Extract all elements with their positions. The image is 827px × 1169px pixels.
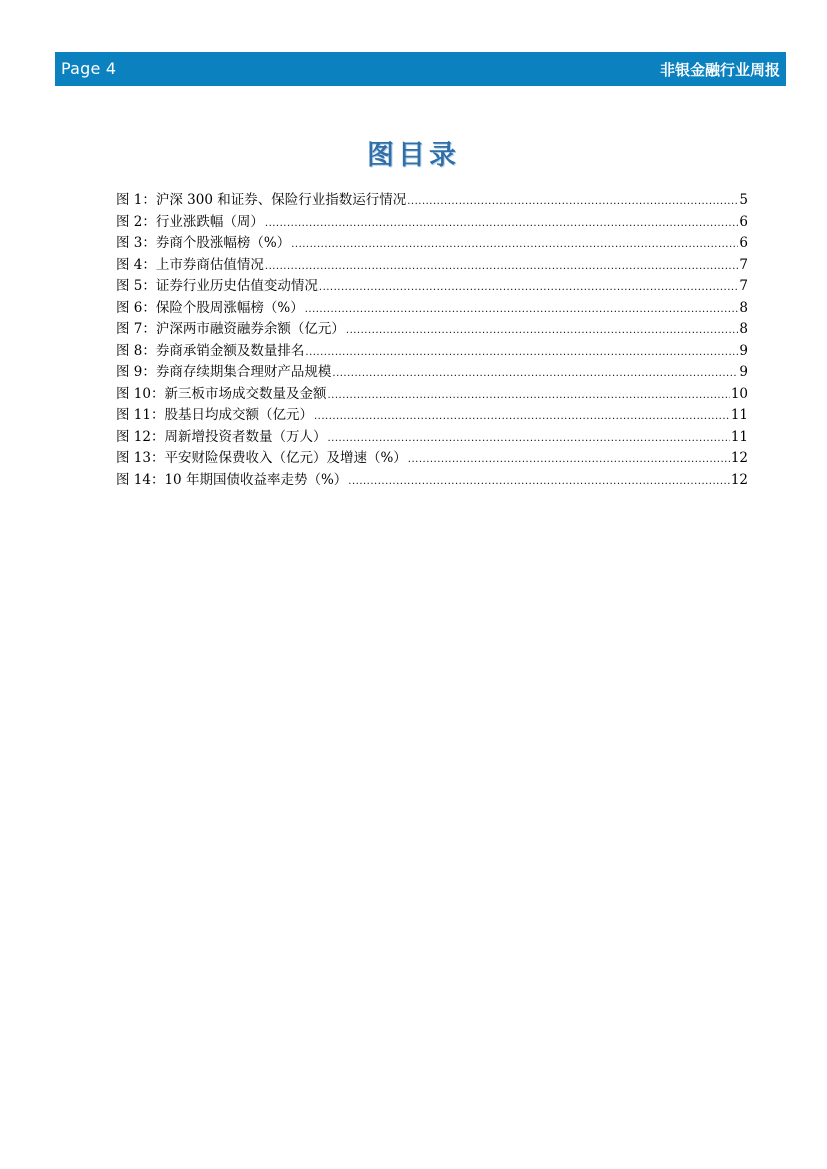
toc-entry-page: 7 xyxy=(739,256,748,273)
toc-entry[interactable] xyxy=(116,470,748,492)
toc-dot-leader xyxy=(332,363,738,385)
figure-toc-list xyxy=(116,190,748,491)
toc-entry-label: 图 10：新三板市场成交数量及金额 xyxy=(116,385,327,402)
toc-entry[interactable] xyxy=(116,212,748,234)
toc-entry[interactable] xyxy=(116,405,748,427)
toc-entry-page: 11 xyxy=(730,407,748,423)
toc-entry[interactable] xyxy=(116,341,748,363)
toc-entry-label: 图 8：券商承销金额及数量排名 xyxy=(116,342,305,359)
toc-entry-page: 9 xyxy=(739,364,748,380)
toc-dot-leader xyxy=(348,471,730,493)
toc-title: 图目录 xyxy=(367,140,460,171)
toc-dot-leader xyxy=(305,342,738,364)
toc-entry[interactable] xyxy=(116,448,748,470)
toc-entry-page: 7 xyxy=(739,278,748,294)
toc-dot-leader xyxy=(305,299,739,321)
toc-entry-page: 6 xyxy=(739,213,748,230)
toc-entry[interactable] xyxy=(116,427,748,449)
toc-dot-leader xyxy=(265,256,739,278)
toc-entry-page: 5 xyxy=(739,192,748,208)
toc-entry-label: 图 11：股基日均成交额（亿元） xyxy=(116,407,313,423)
toc-entry-label: 图 1：沪深 300 和证券、保险行业指数运行情况 xyxy=(116,192,407,208)
toc-entry-page: 10 xyxy=(730,385,748,402)
toc-entry[interactable] xyxy=(116,190,748,212)
toc-entry-label: 图 13：平安财险保费收入（亿元）及增速（%） xyxy=(116,450,407,466)
toc-dot-leader xyxy=(327,385,729,407)
toc-entry[interactable] xyxy=(116,276,748,298)
toc-entry-label: 图 4：上市券商估值情况 xyxy=(116,256,264,273)
toc-entry-label: 图 12：周新增投资者数量（万人） xyxy=(116,428,327,445)
toc-entry-page: 9 xyxy=(739,342,748,359)
toc-dot-leader xyxy=(407,191,738,213)
report-title: 非银金融行业周报 xyxy=(659,61,780,79)
toc-entry-page: 12 xyxy=(730,450,748,466)
toc-entry[interactable] xyxy=(116,362,748,384)
toc-entry-label: 图 14：10 年期国债收益率走势（%） xyxy=(116,471,348,488)
toc-entry-label: 图 6：保险个股周涨幅榜（%） xyxy=(116,299,304,316)
toc-entry-label: 图 7：沪深两市融资融券余额（亿元） xyxy=(116,321,345,337)
toc-dot-leader xyxy=(327,428,729,450)
toc-dot-leader xyxy=(314,406,730,428)
toc-dot-leader xyxy=(291,234,738,256)
toc-entry[interactable] xyxy=(116,298,748,320)
toc-entry-page: 12 xyxy=(730,471,748,488)
toc-dot-leader xyxy=(319,277,739,299)
toc-dot-leader xyxy=(346,320,739,342)
toc-dot-leader xyxy=(408,449,730,471)
toc-entry-page: 11 xyxy=(730,428,748,445)
toc-entry[interactable] xyxy=(116,233,748,255)
toc-entry-label: 图 2：行业涨跌幅（周） xyxy=(116,213,264,230)
toc-entry-label: 图 3：券商个股涨幅榜（%） xyxy=(116,235,291,251)
toc-dot-leader xyxy=(265,213,739,235)
toc-entry[interactable] xyxy=(116,319,748,341)
toc-entry-label: 图 5：证券行业历史估值变动情况 xyxy=(116,278,318,294)
toc-entry-page: 6 xyxy=(739,235,748,251)
page-number-label: Page 4 xyxy=(61,59,117,78)
toc-entry[interactable] xyxy=(116,384,748,406)
toc-entry[interactable] xyxy=(116,255,748,277)
toc-entry-page: 8 xyxy=(739,299,748,316)
toc-entry-label: 图 9：券商存续期集合理财产品规模 xyxy=(116,364,332,380)
toc-entry-page: 8 xyxy=(739,321,748,337)
page-header-bar xyxy=(55,52,786,86)
